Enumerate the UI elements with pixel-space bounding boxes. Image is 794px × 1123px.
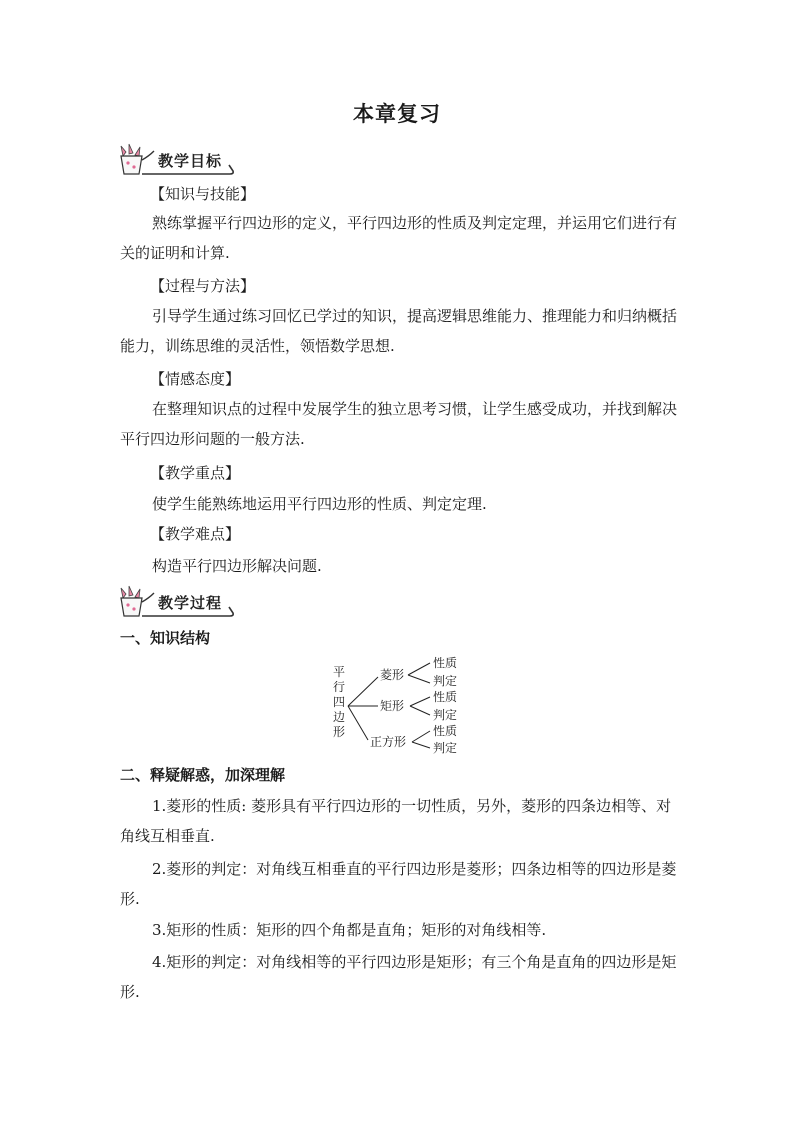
tree-leaf-property: 性质 (433, 656, 458, 670)
attitude-text: 在整理知识点的过程中发展学生的独立思考习惯，让学生感受成功，并找到解决平行四边形问题的一般方法. (120, 400, 678, 448)
page-title: 本章复习 (353, 101, 441, 126)
attitude-heading: 【情感态度】 (150, 370, 241, 388)
section-header-label: 教学过程 (158, 594, 223, 612)
tree-branch-square: 正方形 (370, 735, 407, 749)
tree-leaf-criteria: 判定 (433, 674, 458, 688)
tree-leaf-property: 性质 (433, 724, 458, 738)
key-points-text: 使学生能熟练地运用平行四边形的性质、判定定理. (152, 495, 487, 513)
list-item: 2.菱形的判定：对角线互相垂直的平行四边形是菱形；四条边相等的四边形是菱形. (120, 860, 677, 908)
section-header-label: 教学目标 (158, 152, 223, 170)
process-text: 引导学生通过练习回忆已学过的知识，提高逻辑思维能力、推理能力和归纳概括能力，训练思维的灵活性，领悟数学思想. (120, 307, 678, 355)
tree-leaf-criteria: 判定 (433, 741, 458, 755)
key-points-heading: 【教学重点】 (150, 464, 241, 482)
section-header-process (118, 585, 243, 621)
tree-root: 平行四边形 (332, 665, 345, 739)
section-header-objectives (118, 143, 243, 179)
tree-leaf-criteria: 判定 (433, 708, 458, 722)
knowledge-heading: 【知识与技能】 (150, 185, 256, 203)
difficulties-heading: 【教学难点】 (150, 525, 241, 543)
difficulties-text: 构造平行四边形解决问题. (152, 557, 322, 575)
tree-branch-rhombus: 菱形 (380, 668, 405, 682)
deepen-understanding-heading: 二、释疑解惑，加深理解 (120, 766, 286, 784)
list-item: 4.矩形的判定：对角线相等的平行四边形是矩形；有三个角是直角的四边形是矩形. (120, 953, 677, 1001)
list-item: 1.菱形的性质: 菱形具有平行四边形的一切性质，另外，菱形的四条边相等、对角线互相垂直. (120, 797, 672, 845)
knowledge-structure-heading: 一、知识结构 (120, 629, 211, 647)
list-item: 3.矩形的性质：矩形的四个角都是直角；矩形的对角线相等. (152, 921, 547, 939)
tree-branch-rectangle: 矩形 (380, 699, 405, 713)
tree-leaf-property: 性质 (433, 690, 458, 704)
knowledge-text: 熟练掌握平行四边形的定义，平行四边形的性质及判定定理，并运用它们进行有关的证明和计算. (120, 214, 678, 262)
process-heading: 【过程与方法】 (150, 277, 256, 295)
